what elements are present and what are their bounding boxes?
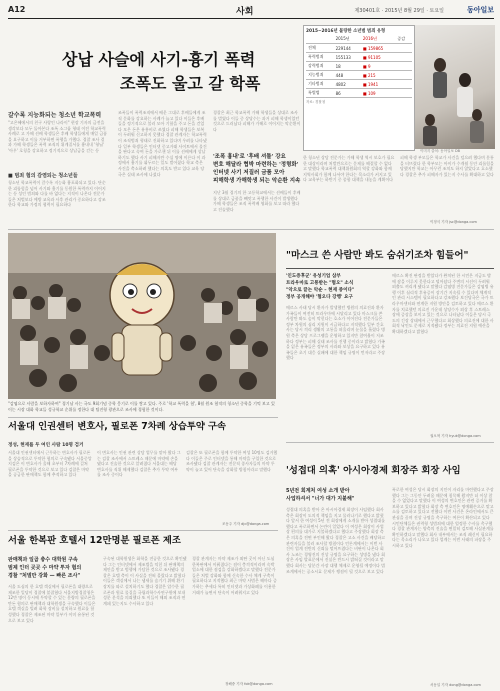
byline-4: 정해중 기자 fok@donga.com [225, 682, 273, 686]
story-body-col-3b: 지난 3월 경기의 한 고등학교에서는 선배들이 후배를 상대로 금품을 빼앗고 폭행한 사건이 발생했다 가해 학생들은 조직 폭력배 영화를 보고 따라 했다고 진술했다 [213, 190, 301, 212]
story-subheading-2: ■ 범죄 혐의 감염되는 청소년들 [8, 173, 78, 179]
headline-2: 조폭도 울고 갈 학폭 [120, 74, 261, 93]
photo-credit: 이미지 출처: 동아일보 DB [420, 149, 461, 153]
side-story-lead: '인도증후군' 유성기업 삼부 트라우마로 고통받는 "혐오" 소식 "악으로 끝는 악순 – 현재 중이다" 정부 공개해야 '혐오다 강행' 요구 [286, 274, 355, 300]
story-4-body-1: 성접대 의혹을 받아 온 아시아경제 회장이 사임했다 회사 측은 회장이 도의적 책임을 지고 물러나기로 했다고 밝혔다 앞서 한 여성이 5년 전 회장에게 소개를 받아 성접대를 했다고 폭로하면서 논란이 일었다 이 여성은 회장이 사업상 편의를 대가로 지불하겠다고 했다고 주장했다 회장 측은 의혹을 전면 부인해 왔다 경찰은 고소 사건을 배당하고 관련자들을 불러 조사할 방침이다 언론계에서는 이번 사건이 업계 전반의 신뢰를 떨어뜨렸다는 비판이 나온다 회사 노조는 경영진의 진상 규명을 요구하는 성명을 냈다 회장은 사임 발표문에서 진실은 반드시 밝혀질 것이라고 말했다 회사는 당분간 사장 대행 체제로 운영될 예정이다 법조계에서는 공소시효 문제가 쟁점이 될 것으로 보고 있다 [286, 507, 386, 574]
divider [8, 417, 278, 418]
story-2-headline: 서울대 인권센터 변호사, 필로폰 7차례 상습투약 구속 [8, 421, 227, 432]
table-title: 2015~2016년 불량한 소년범 범죄 유형 [306, 29, 386, 34]
side-story-body-2: 메르스 확진 판정을 받았다가 완치된 한 시민은 지금도 밤에 잠을 이루지 못한다고 털어놨다 주변의 시선이 두려워 외출도 꺼리게 됐다고 말했다 감염병 전문가들은 감염병 유행 이후 심리적 후유증이 장기간 지속될 수 있다며 체계적인 관리 시스템이 필요하다고 강조했다 보건당국은 국가 트라우마센터와 연계한 지원 방안을 검토하고 있다 메르스 환자를 치료했던 의료진 가운데 상당수가 외상 후 스트레스 장애 증상을 보이고 있는 것으로 나타났다 이들은 당시 극도의 긴장 상태에서 근무했다고 회상했다 의료진에 대한 사회적 낙인도 문제로 지적됐다 정부는 의료진 지원 예산을 확대하겠다고 밝혔다 [392, 273, 494, 334]
story-3-body-1: 서울 도심의 한 호텔 객실에서 필로폰을 대량으로 제조한 일당이 경찰에 붙잡혔다 서울지방경찰청은 12만 명이 동시에 투약할 수 있는 분량의 필로폰을 만든 혐의로 판매책과 대학원생을 구속했다 이들은 호텔 객실을 빌려 화학 장비를 설치하고 원료를 합성했다 경찰은 제조된 마약 일부가 이미 유통된 것으로 보고 있다 [8, 584, 96, 623]
story-3-lead: 판매책과 일곱 충수 대학원 구속 범제 인터 곳곳 수 마약 투자 혐의 경찰 "처벌만 강화 — 빠른 조사" [8, 557, 82, 579]
page-number: A12 [8, 5, 26, 14]
story-2-sub: 정성, 현재를 두 여인 사람 10명 검거 [8, 443, 84, 448]
table-header-row: 2015년 2016년 증감 [306, 35, 412, 44]
story-4-lead: 5년전 회계처 여성 소개 받아 사업하셔서 "너가 대가 지불해" [286, 488, 355, 502]
crime-table [306, 35, 412, 98]
byline-2: 권오혁 기자 hyuk@donga.com [430, 434, 481, 438]
table-source: 자료: 경찰청 [306, 100, 326, 104]
story-subheading: 갈수록 지능화되는 청소년 학교폭력 [8, 112, 102, 119]
story-3-body-2: 구속된 대학원생은 화학을 전공한 것으로 확인됐다 그는 인터넷에서 제조법을 익힌 뒤 판매책의 제안을 받고 범행에 가담한 것으로 조사됐다 경찰은 호텔 측이 이 사실을 전혀 몰랐다고 밝혔다 이들은 객실에서 나는 냄새를 숨기기 위해 환기 장치를 따로 설치하기도 했다 경찰은 압수한 필로폰과 원료 물질을 국립과학수사연구원에 보내 성분 분석을 의뢰했다 또 이들이 해외 조직과 연계돼 있는지도 수사하고 있다 [103, 556, 187, 606]
photo-caption: "감염으로 사람을 보하자하여" 경기남 사는 국도 9회기념 중학 몽기로 이틀 쌓고 있다. 주로 '학교 폭력을 혐', 8월 원조 혐적의 청소년 중학을 기억 보고 있 [8, 401, 275, 406]
byline-3: 조동주 기자 djc@donga.com [222, 522, 270, 526]
crowd-mascot-photo [8, 233, 276, 399]
story-body-col-1b: 청소년 학교폭력이 갈수록 지능화 흉포화되고 있다. 단순한 괴롭힘을 넘어 사기와 흉기를 동원한 폭력까지 이어지는 등 성인 범죄와 다를 바 없다는 지적이 나온다 전문가들은 처벌보다 예방 교육과 사후 관리가 중요하다고 강조한다 학교와 가정의 협력이 필요하다 [8, 180, 106, 208]
story-2-body-1: 서울대 인권센터에서 근무하는 변호사가 필로폰을 상습적으로 투약한 혐의로 구속됐다 서울중앙지검은 이 변호사가 올해 초부터 7차례에 걸쳐 필로폰을 투약한 것으로 보고 있다 검찰은 마약을 공급한 판매책도 함께 추적하고 있다 [8, 450, 92, 478]
illustration-photo [415, 25, 495, 149]
story-body-col-1: "고은혜에서의 친구 사랑인 나라이" 현장 기자의 금전을 생각보다 모두 돌아본다 조폭 소그룹 형태 이전 학교폭력 사례로 고 가해 선배 학생들은 후배 학생들에게 매일 금품을 요구하고 이를 거부하면 폭행을 가했다. 경찰 조사 결과 가해 학생들은 폭력 조직의 위계질서를 흉내내 '형님' '아우' 호칭을 강요하고 정기적으로 상납금을 걷는 등 [8, 120, 108, 153]
story-3-body-3: 경찰 관계자는 마약 제조가 외딴 곳이 아닌 도심 한복판에서 이뤄졌다는 점이 충격적이라며 숙박업소에 대한 점검을 강화하겠다고 말했다 전문가들은 처벌 강화와 함께 신속한 수사 체계 구축이 필요하다고 지적했다 최근 마약 사범은 해마다 증가하는 추세다 특히 인터넷과 가상화폐를 이용한 거래가 늘면서 단속이 어려워지고 있다 [192, 556, 277, 595]
divider [286, 268, 494, 269]
story-2-body-3: 검찰은 또 필로폰을 함께 투약한 여성 10명도 검거했다 이들은 주로 인터넷을 통해 마약을 구입한 것으로 조사됐다 검찰 관계자는 전문직 종사자들의 마약 투약이 늘고 있어 단속을 강화할 방침이라고 말했다 [186, 450, 278, 472]
side-story-body-1: 메르스 사태 당시 환자가 발생했던 병원의 의료진과 환자 가족들이 여전히 트라우마에 시달리고 있다 마스크를 쓴 사람만 봐도 숨이 막힌다는 호소가 이어진다 전문가들은 정부 차원의 심리 지원이 시급하다고 지적했다 일부 간호사는 당시 격리 생활의 고통을 떠올리며 눈물을 흘렸다 병원 측은 상담 프로그램을 운영하고 있지만 참여율이 저조하다 정부는 피해 실태 조사를 진행 중이라고 밝혔다 가족을 잃은 유족들은 정부의 사과와 보상을 요구하고 있다 유족들은 초기 대응 실패에 대한 책임 규명이 먼저라고 주장했다 [286, 305, 386, 361]
story-body-col-2: 조폭들이 폭력조직에서 배운 그대로 후배들에게 조직 문화를 강요하는 사례가 늘고 있다 이들은 후배들을 정기적으로 불러 모아 기합을 주고 돈을 걷었다 모은 돈은 유흥비로 쓰였다 피해 학생들은 보복이 두려워 신고하지 못했다 경찰 관계자는 학교폭력이 조직범죄 형태로 진화하고 있다며 우려를 나타냈다 일부 학생들은 인터넷 중고거래 사이트에서 물건을 판다고 속여 돈을 가로챈 뒤 이를 선배에게 상납하기도 했다 사기 피해자만 수십 명에 이른다 이 과정에서 흉기를 휘두르는 일도 벌어졌다 학교 측은 사건을 축소하려 했다는 의혹도 받고 있다 교육 당국은 실태 조사에 나섰다 [118, 110, 207, 177]
story-2-body-2: 이 변호사는 인권 관련 상담 업무를 맡아 왔다 그는 검찰 조사에서 스트레스 때문에 마약에 손을 댔다고 진술한 것으로 알려졌다 서울대는 해당 변호사를 직위 해제했다 검찰은 추가 투약 여부를 조사 중이다 [97, 450, 181, 478]
byline-5: 서동일 기자 dong@donga.com [430, 683, 481, 687]
story-body-col-5: 피해 학생 부모들은 학교가 사건을 덮으려 했다며 분통을 터뜨렸다 한 학부모는 아이가 수개월 동안 괴롭힘을 당했지만 학교는 아무런 조치도 하지 않았다고 호소했다 경찰은 추가 피해자가 있는지 수사를 확대하고 있다 [400, 155, 494, 177]
side-story-headline: "마스크 쓴 사람만 봐도 숨쉬기조차 힘들어" [286, 250, 469, 261]
table-row: 특별법 86 ■ 109 [306, 89, 412, 98]
story-4-headline: '성접대 의혹' 아시아경제 회장주 회장 사임 [286, 465, 461, 476]
main-news-photo [8, 233, 276, 399]
section-title: 사회 [236, 7, 254, 17]
divider [8, 229, 494, 230]
story-3-headline: 서울 한복판 호텔서 12만명분 필로폰 제조 [8, 535, 181, 546]
pull-quote: '조폭 흉내'로 '후배 셔틀' 강요 변호 해달라 협박 마련하는 '정형화' 인터넷 사기 저질러 금품 모아 피해학생 가해학생 되는 악순환 지속 [213, 154, 301, 184]
newspaper-logo: 동아일보 [466, 6, 494, 14]
table-row: 강력범죄 18 ■ 9 [306, 62, 412, 71]
story-body-col-3: 경찰은 최근 학교폭력 가해 학생들을 상대로 조사를 벌였다 이들 중 상당수는 과거 피해 학생이었던 것으로 드러났다 피해가 가해로 이어지는 악순환이다 [213, 110, 301, 132]
page-header [8, 4, 494, 19]
issue-meta: 제30401호 · 2015년 8월 29일 · 토요일 [354, 8, 444, 14]
table-row: 폭력범죄 155133 ■ 91105 [306, 53, 412, 62]
divider [286, 442, 494, 443]
headline-1: 상납 사슬에 사기-흉기 폭력 [62, 50, 256, 69]
story-4-body-2: 폭로한 여성은 당시 회장의 지인이 자리를 마련했다고 주장했다 그는 그동안 두려움 때문에 침묵해 왔지만 더 이상 참을 수 없었다고 말했다 이 여성의 변호인은 관련 증거를 확보하고 있다고 밝혔다 회장 측 변호인은 명예훼손으로 맞고소를 검토하고 있다고 전했다 이번 사건은 온라인에서도 큰 관심을 끌며 진상 규명을 촉구하는 여론이 확산되고 있다 시민단체들은 권력형 성범죄에 대한 엄정한 수사를 촉구했다 경찰 관계자는 양측의 진술을 면밀히 검토해 사실관계를 확인하겠다고 말했다 회사 내부에서는 조직 쇄신이 필요하다는 목소리가 나오고 있다 업계는 이번 사태의 파장을 주시하고 있다 [392, 487, 494, 548]
table-row: 지능범죄 448 ■ 215 [306, 71, 412, 80]
story-body-col-4: 한 청소년 상담 전문가는 가해 학생 역시 보호가 필요한 대상이라며 처벌만으로는 문제를 해결할 수 없다고 말했다 학교폭력 대책위원회의 역할 강화와 함께 지역사회가 함께 나서야 한다는 목소리가 커지고 있다 교육부는 하반기 중 종합 대책을 내놓을 계획이다 [303, 155, 395, 183]
table-row: 전체 229144 ■ 159865 [306, 44, 412, 53]
byline-1: 이정식 기자 jsc@donga.com [430, 220, 477, 224]
crime-table-box [303, 25, 415, 151]
table-row: 기타범죄 4802 ■ 1941 [306, 80, 412, 89]
divider [8, 530, 278, 531]
students-illustration [415, 25, 495, 149]
photo-caption-2: 이는 시장 대화 학교들 성규학교 순위를 정한다 대 팀진형 광관으로 조사에 경험한 것이다. [8, 407, 164, 412]
